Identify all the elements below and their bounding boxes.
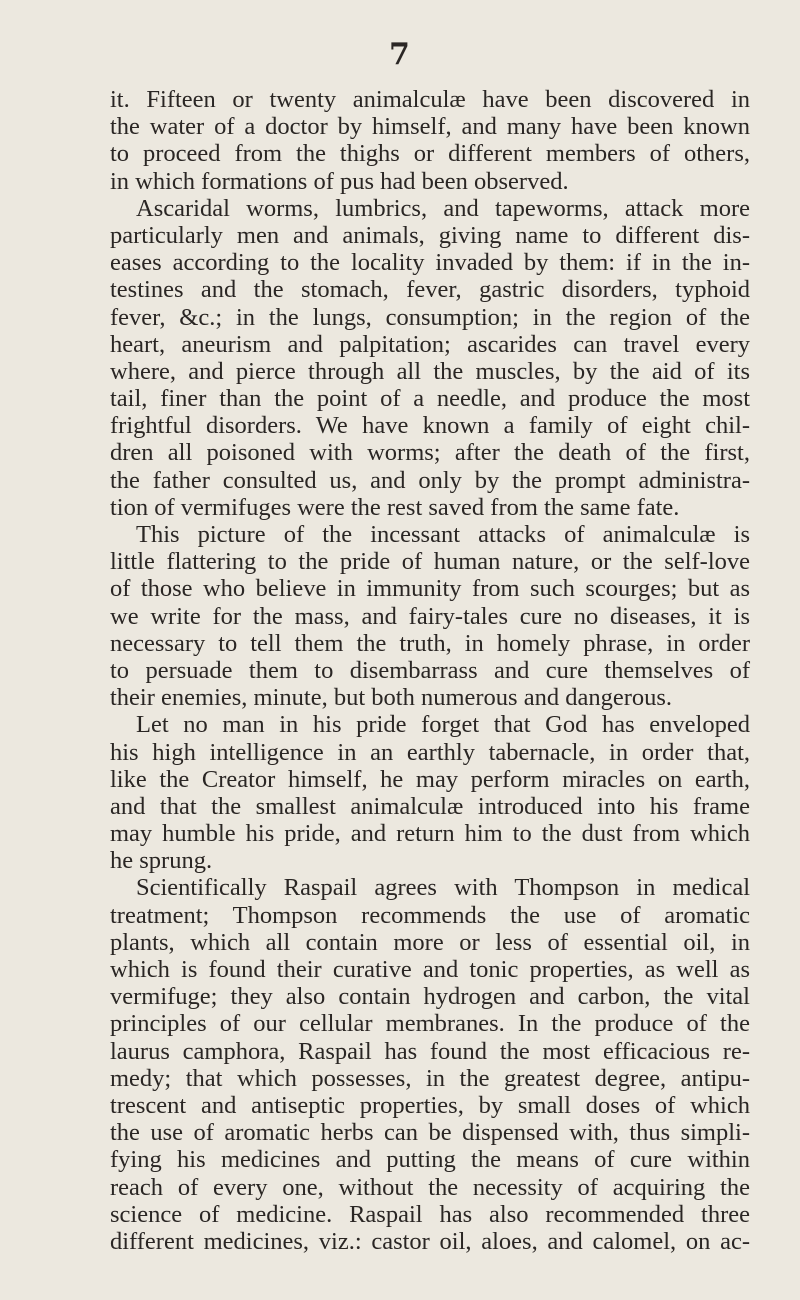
text-line: This picture of the incessant attacks of animalculæ is xyxy=(136,521,750,548)
text-line: in which formations of pus had been observed. xyxy=(110,167,569,195)
text-line: medy; that which possesses, in the greatest degree, antipu- xyxy=(110,1064,750,1092)
text-line: little flattering to the pride of human nature, or the self-love xyxy=(110,548,750,576)
text-line: frightful disorders. We have known a family of eight chil- xyxy=(110,412,750,440)
text-line: where, and pierce through all the muscles, by the aid of its xyxy=(110,357,750,385)
text-line: may humble his pride, and return him to the dust from which xyxy=(110,820,750,848)
text-line: Ascaridal worms, lumbrics, and tapeworms, attack more xyxy=(136,194,750,222)
text-line: vermifuge; they also contain hydrogen and carbon, the vital xyxy=(110,983,750,1011)
text-line: tion of vermifuges were the rest saved from the same fate. xyxy=(110,493,680,521)
text-line: science of medicine. Raspail has also recommended three xyxy=(110,1200,750,1228)
text-line: the use of aromatic herbs can be dispensed with, thus simpli- xyxy=(110,1119,750,1147)
text-line: Let no man in his pride forget that God has enveloped xyxy=(136,711,750,739)
text-line: necessary to tell them the truth, in homely phrase, in order xyxy=(110,629,750,657)
text-line: testines and the stomach, fever, gastric disorders, typhoid xyxy=(110,276,750,304)
text-line: his high intelligence in an earthly tabernacle, in order that, xyxy=(110,738,750,766)
text-line: trescent and antiseptic properties, by small doses of which xyxy=(110,1091,750,1119)
text-line: he sprung. xyxy=(110,847,213,875)
text-line: fever, &c.; in the lungs, consumption; in the region of the xyxy=(110,303,750,331)
text-line: to persuade them to disembarrass and cure themselves of xyxy=(110,656,750,684)
body-text xyxy=(110,86,750,1255)
text-line: the water of a doctor by himself, and many have been known xyxy=(110,113,750,141)
text-line: and that the smallest animalculæ introduced into his frame xyxy=(110,792,750,820)
text-line: treatment; Thompson recommends the use of aromatic xyxy=(110,901,750,929)
text-line: which is found their curative and tonic properties, as well as xyxy=(110,956,750,983)
text-line: the father consulted us, and only by the prompt administra- xyxy=(110,466,750,494)
text-line: of those who believe in immunity from such scourges; but as xyxy=(110,575,750,603)
text-line: to proceed from the thighs or different members of others, xyxy=(110,140,750,168)
text-line: their enemies, minute, but both numerous and dangerous. xyxy=(110,684,673,712)
text-line: fying his medicines and putting the means of cure within xyxy=(110,1146,750,1174)
text-line: laurus camphora, Raspail has found the most efficacious re- xyxy=(110,1037,750,1065)
text-line: principles of our cellular membranes. In the produce of the xyxy=(110,1010,750,1038)
text-line: we write for the mass, and fairy-tales cure no diseases, it is xyxy=(110,602,750,630)
text-line: tail, finer than the point of a needle, and produce the most xyxy=(110,385,750,413)
text-line: plants, which all contain more or less of essential oil, in xyxy=(110,928,750,956)
text-line: heart, aneurism and palpitation; ascarides can travel every xyxy=(110,330,750,358)
text-line: particularly men and animals, giving name to different dis- xyxy=(110,221,750,249)
text-line: dren all poisoned with worms; after the death of the first, xyxy=(110,439,750,467)
text-line: Scientifically Raspail agrees with Thompson in medical xyxy=(136,874,750,902)
text-line: like the Creator himself, he may perform miracles on earth, xyxy=(110,765,750,793)
text-line: different medicines, viz.: castor oil, aloes, and calomel, on ac- xyxy=(110,1227,750,1255)
text-line: reach of every one, without the necessity of acquiring the xyxy=(110,1173,750,1201)
text-line: it. Fifteen or twenty animalculæ have been discovered in xyxy=(110,86,750,113)
text-line: eases according to the locality invaded by them: if in the in- xyxy=(110,249,750,277)
page-number: 7 xyxy=(389,37,410,72)
